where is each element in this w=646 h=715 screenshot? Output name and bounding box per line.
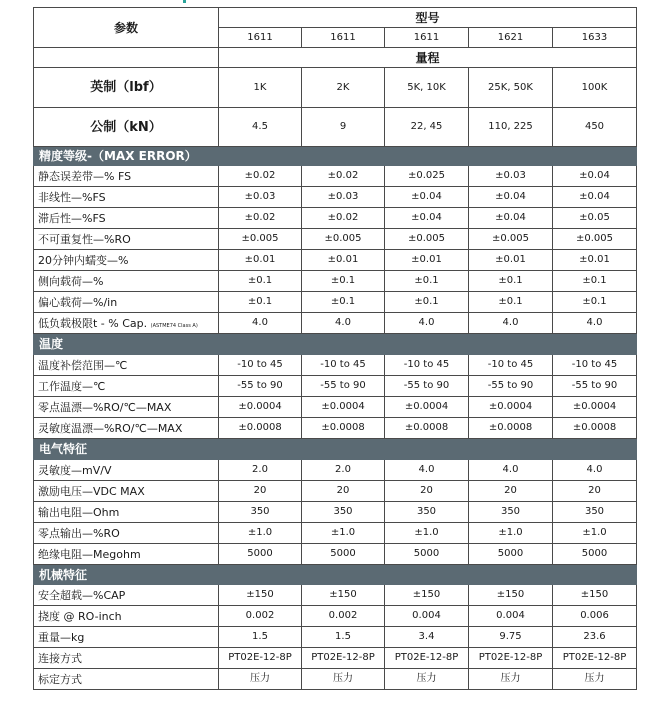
row-label: 标定方式: [34, 669, 219, 690]
value-cell: 5000: [302, 544, 385, 565]
range-cell: 2K: [302, 68, 385, 108]
value-cell: ±0.01: [469, 250, 553, 271]
row-label: 挠度 @ RO-inch: [34, 606, 219, 627]
value-cell: ±0.005: [219, 229, 302, 250]
value-cell: -10 to 45: [385, 355, 469, 376]
value-cell: ±0.1: [469, 271, 553, 292]
value-cell: ±0.1: [553, 292, 637, 313]
model-cell: 1611: [219, 28, 302, 48]
spec-table: [33, 7, 637, 690]
section-title-mechanical: 机械特征: [34, 565, 637, 585]
value-cell: 4.0: [219, 313, 302, 334]
range-cell: 450: [553, 108, 637, 147]
value-cell: 4.0: [553, 460, 637, 481]
value-cell: 4.0: [469, 460, 553, 481]
value-cell: -55 to 90: [553, 376, 637, 397]
value-cell: ±0.0004: [219, 397, 302, 418]
value-cell: 压力: [219, 669, 302, 690]
value-cell: ±0.1: [219, 292, 302, 313]
value-cell: -55 to 90: [469, 376, 553, 397]
value-cell: 4.0: [553, 313, 637, 334]
value-cell: 2.0: [219, 460, 302, 481]
row-label: 零点输出—%RO: [34, 523, 219, 544]
value-cell: ±150: [385, 585, 469, 606]
value-cell: 0.002: [302, 606, 385, 627]
value-cell: ±0.04: [385, 187, 469, 208]
model-cell: 1611: [302, 28, 385, 48]
value-cell: PT02E-12-8P: [385, 648, 469, 669]
row-label: 侧向载荷—%: [34, 271, 219, 292]
row-label-low-load: [34, 313, 219, 334]
value-cell: ±0.03: [469, 166, 553, 187]
row-label: 安全超载—%CAP: [34, 585, 219, 606]
model-header: 型号: [219, 8, 637, 28]
value-cell: 20: [385, 481, 469, 502]
row-label: 偏心载荷—%/in: [34, 292, 219, 313]
value-cell: 9.75: [469, 627, 553, 648]
value-cell: PT02E-12-8P: [219, 648, 302, 669]
range-cell: 9: [302, 108, 385, 147]
row-label: 滞后性—%FS: [34, 208, 219, 229]
row-label: 灵敏度温漂—%RO/℃—MAX: [34, 418, 219, 439]
range-cell: 5K, 10K: [385, 68, 469, 108]
value-cell: ±0.0008: [385, 418, 469, 439]
metric-label: 公制（kN）: [34, 108, 219, 147]
value-cell: 20: [302, 481, 385, 502]
value-cell: 3.4: [385, 627, 469, 648]
value-cell: ±0.02: [219, 208, 302, 229]
value-cell: ±0.02: [219, 166, 302, 187]
value-cell: ±1.0: [219, 523, 302, 544]
row-label: 重量—kg: [34, 627, 219, 648]
value-cell: 4.0: [385, 313, 469, 334]
value-cell: 压力: [469, 669, 553, 690]
value-cell: ±0.1: [553, 271, 637, 292]
value-cell: ±150: [302, 585, 385, 606]
blank-cell: [34, 48, 219, 68]
value-cell: ±0.0004: [553, 397, 637, 418]
section-title-temperature: 温度: [34, 334, 637, 355]
row-label: 输出电阻—Ohm: [34, 502, 219, 523]
value-cell: ±0.005: [302, 229, 385, 250]
value-cell: 压力: [553, 669, 637, 690]
value-cell: 20: [553, 481, 637, 502]
value-cell: 350: [219, 502, 302, 523]
value-cell: ±0.0008: [469, 418, 553, 439]
value-cell: ±0.01: [553, 250, 637, 271]
value-cell: 20: [469, 481, 553, 502]
value-cell: ±0.04: [553, 166, 637, 187]
value-cell: ±150: [219, 585, 302, 606]
row-label: 激励电压—VDC MAX: [34, 481, 219, 502]
value-cell: 2.0: [302, 460, 385, 481]
row-label: 零点温漂—%RO/℃—MAX: [34, 397, 219, 418]
value-cell: ±0.1: [219, 271, 302, 292]
value-cell: PT02E-12-8P: [553, 648, 637, 669]
value-cell: -55 to 90: [219, 376, 302, 397]
range-cell: 25K, 50K: [469, 68, 553, 108]
value-cell: 350: [553, 502, 637, 523]
row-label: 灵敏度—mV/V: [34, 460, 219, 481]
row-label: 非线性—%FS: [34, 187, 219, 208]
value-cell: 压力: [302, 669, 385, 690]
model-cell: 1611: [385, 28, 469, 48]
value-cell: PT02E-12-8P: [302, 648, 385, 669]
value-cell: ±1.0: [553, 523, 637, 544]
value-cell: 5000: [469, 544, 553, 565]
value-cell: ±0.1: [385, 271, 469, 292]
row-label-note: (ASTME74 Class A): [150, 322, 198, 329]
value-cell: ±0.04: [469, 208, 553, 229]
value-cell: 1.5: [219, 627, 302, 648]
value-cell: ±0.005: [469, 229, 553, 250]
value-cell: 4.0: [385, 460, 469, 481]
value-cell: -10 to 45: [302, 355, 385, 376]
value-cell: 350: [385, 502, 469, 523]
value-cell: ±0.01: [302, 250, 385, 271]
value-cell: ±0.04: [385, 208, 469, 229]
value-cell: 350: [302, 502, 385, 523]
value-cell: ±0.0004: [385, 397, 469, 418]
section-title-accuracy: 精度等级-（MAX ERROR）: [34, 147, 637, 166]
row-label: 不可重复性—%RO: [34, 229, 219, 250]
value-cell: ±0.03: [219, 187, 302, 208]
value-cell: ±0.1: [385, 292, 469, 313]
value-cell: 23.6: [553, 627, 637, 648]
row-label: 连接方式: [34, 648, 219, 669]
value-cell: 5000: [385, 544, 469, 565]
range-header: 量程: [219, 48, 637, 68]
value-cell: ±1.0: [469, 523, 553, 544]
value-cell: ±0.02: [302, 166, 385, 187]
value-cell: ±0.005: [385, 229, 469, 250]
value-cell: 0.004: [469, 606, 553, 627]
value-cell: ±0.03: [302, 187, 385, 208]
range-cell: 4.5: [219, 108, 302, 147]
value-cell: ±0.02: [302, 208, 385, 229]
value-cell: ±0.01: [219, 250, 302, 271]
value-cell: ±0.0004: [469, 397, 553, 418]
value-cell: ±0.1: [302, 271, 385, 292]
model-cell: 1633: [553, 28, 637, 48]
row-label: 工作温度—℃: [34, 376, 219, 397]
value-cell: 4.0: [469, 313, 553, 334]
value-cell: ±0.05: [553, 208, 637, 229]
value-cell: ±0.01: [385, 250, 469, 271]
row-label: 温度补偿范围—℃: [34, 355, 219, 376]
value-cell: 0.004: [385, 606, 469, 627]
value-cell: 5000: [219, 544, 302, 565]
value-cell: -55 to 90: [385, 376, 469, 397]
value-cell: -55 to 90: [302, 376, 385, 397]
row-label: 静态误差带—% FS: [34, 166, 219, 187]
range-cell: 110, 225: [469, 108, 553, 147]
value-cell: ±0.0004: [302, 397, 385, 418]
range-cell: 1K: [219, 68, 302, 108]
value-cell: -10 to 45: [553, 355, 637, 376]
row-label: 20分钟内蠕变—%: [34, 250, 219, 271]
row-label: 绝缘电阻—Megohm: [34, 544, 219, 565]
value-cell: 0.006: [553, 606, 637, 627]
value-cell: 1.5: [302, 627, 385, 648]
value-cell: ±0.0008: [219, 418, 302, 439]
value-cell: ±0.005: [553, 229, 637, 250]
teal-accent-mark: [183, 0, 186, 3]
range-cell: 100K: [553, 68, 637, 108]
value-cell: ±0.025: [385, 166, 469, 187]
value-cell: ±1.0: [302, 523, 385, 544]
value-cell: 5000: [553, 544, 637, 565]
value-cell: 压力: [385, 669, 469, 690]
value-cell: PT02E-12-8P: [469, 648, 553, 669]
value-cell: ±1.0: [385, 523, 469, 544]
model-cell: 1621: [469, 28, 553, 48]
value-cell: ±150: [469, 585, 553, 606]
value-cell: ±0.0008: [302, 418, 385, 439]
value-cell: ±0.04: [553, 187, 637, 208]
section-title-electrical: 电气特征: [34, 439, 637, 460]
value-cell: 20: [219, 481, 302, 502]
range-cell: 22, 45: [385, 108, 469, 147]
value-cell: ±0.1: [302, 292, 385, 313]
row-label-text: 低负载极限t - % Cap.: [38, 316, 148, 330]
param-header: 参数: [34, 8, 219, 48]
value-cell: -10 to 45: [219, 355, 302, 376]
value-cell: ±150: [553, 585, 637, 606]
value-cell: ±0.0008: [553, 418, 637, 439]
imperial-label: 英制（lbf）: [34, 68, 219, 108]
value-cell: 350: [469, 502, 553, 523]
value-cell: ±0.04: [469, 187, 553, 208]
value-cell: 4.0: [302, 313, 385, 334]
value-cell: ±0.1: [469, 292, 553, 313]
value-cell: 0.002: [219, 606, 302, 627]
value-cell: -10 to 45: [469, 355, 553, 376]
